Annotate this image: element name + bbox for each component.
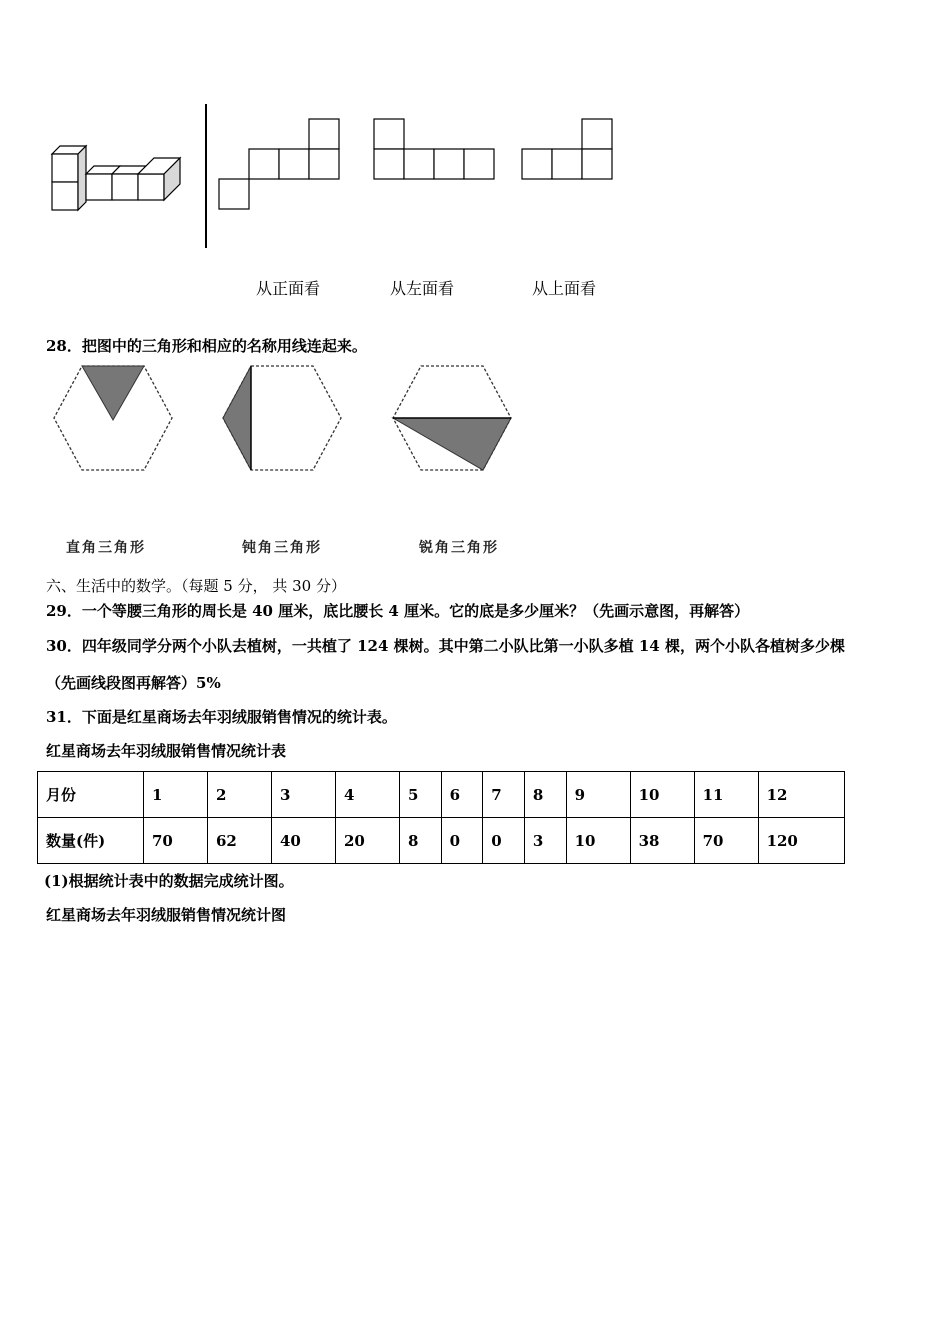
table-cell: 7 <box>483 772 525 818</box>
table-cell: 8 <box>400 818 442 864</box>
divider-line <box>200 100 210 250</box>
table-cell: 70 <box>144 818 208 864</box>
table-cell: 20 <box>336 818 400 864</box>
question-29: 29．一个等腰三角形的周长是 40 厘米，底比腰长 4 厘米。它的底是多少厘米？（先画示意图，再解答） <box>46 602 750 620</box>
hexagon-obtuse-triangle <box>219 362 345 474</box>
top-view-figure <box>518 115 618 185</box>
front-view-figure <box>215 115 345 215</box>
hexagon-acute-triangle <box>389 362 515 474</box>
table-cell: 70 <box>694 818 758 864</box>
table-cell: 12 <box>758 772 844 818</box>
table-cell: 1 <box>144 772 208 818</box>
table-cell: 62 <box>208 818 272 864</box>
label-obtuse-triangle: 钝角三角形 <box>242 540 322 556</box>
table-row-months <box>38 772 845 818</box>
table-cell: 3 <box>524 818 566 864</box>
table-row-quantities <box>38 818 845 864</box>
table-cell: 8 <box>524 772 566 818</box>
table-header-quantity: 数量(件) <box>38 818 144 864</box>
hexagon-right-triangle <box>50 362 176 474</box>
left-view-label: 从左面看 <box>390 279 455 298</box>
label-acute-triangle: 锐角三角形 <box>419 540 499 556</box>
cube-figure <box>40 140 190 220</box>
table-cell: 2 <box>208 772 272 818</box>
table-cell: 9 <box>566 772 630 818</box>
table-cell: 11 <box>694 772 758 818</box>
table-cell: 5 <box>400 772 442 818</box>
table-cell: 10 <box>566 818 630 864</box>
table-cell: 4 <box>336 772 400 818</box>
question-30-line2: （先画线段图再解答）5% <box>46 674 221 692</box>
question-31: 31．下面是红星商场去年羽绒服销售情况的统计表。 <box>46 708 397 726</box>
front-view-label: 从正面看 <box>256 279 321 298</box>
label-right-triangle: 直角三角形 <box>66 540 146 556</box>
table-cell: 120 <box>758 818 844 864</box>
table-cell: 0 <box>483 818 525 864</box>
sales-table <box>37 771 845 864</box>
section-6-title: 六、生活中的数学。（每题 5 分， 共 30 分） <box>46 577 346 595</box>
table-title: 红星商场去年羽绒服销售情况统计表 <box>46 742 287 760</box>
question-31-part1: (1)根据统计表中的数据完成统计图。 <box>44 872 294 890</box>
left-view-figure <box>370 115 500 185</box>
table-cell: 0 <box>441 818 483 864</box>
table-cell: 6 <box>441 772 483 818</box>
question-28: 28．把图中的三角形和相应的名称用线连起来。 <box>46 337 367 355</box>
table-cell: 3 <box>272 772 336 818</box>
table-header-month: 月份 <box>38 772 144 818</box>
table-cell: 10 <box>630 772 694 818</box>
table-cell: 40 <box>272 818 336 864</box>
chart-title: 红星商场去年羽绒服销售情况统计图 <box>46 906 287 924</box>
table-cell: 38 <box>630 818 694 864</box>
question-30-line1: 30．四年级同学分两个小队去植树，一共植了 124 棵树。其中第二小队比第一小队多植 14 棵，两个小队各植树多少棵 <box>46 637 845 655</box>
top-view-label: 从上面看 <box>532 279 597 298</box>
